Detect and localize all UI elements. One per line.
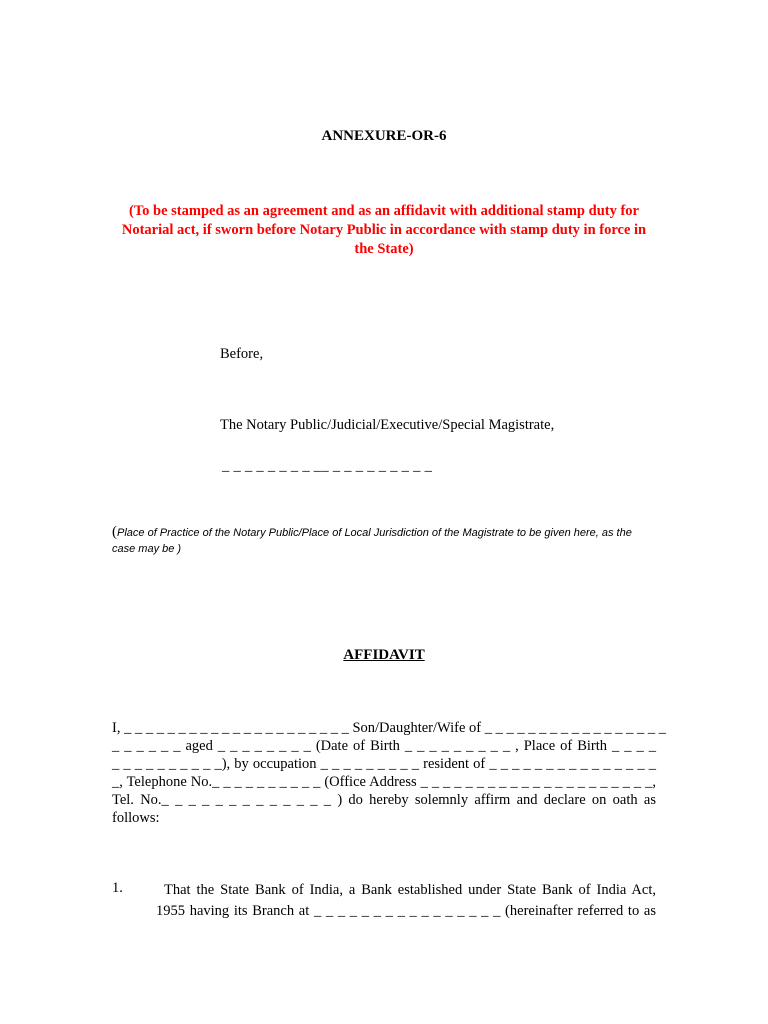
declaration-line: _ _ _ _ _ _ _ _ _ _), by occupation _ _ _ _ _ _ _ _ _ resident of _ _ _ _ _ _ _ _ _ _ _ _ _ _ _ bbox=[112, 756, 656, 772]
place-of-practice-note bbox=[112, 524, 652, 557]
notary-designation: The Notary Public/Judicial/Executive/Special Magistrate, bbox=[220, 417, 555, 433]
item-line: That the State Bank of India, a Bank established under State Bank of India Act, bbox=[164, 882, 656, 898]
affidavit-declaration bbox=[112, 719, 667, 827]
item-line: 1955 having its Branch at _ _ _ _ _ _ _ _ _ _ _ _ _ _ _ _ (hereinafter referred to as bbox=[156, 903, 656, 919]
annexure-title: ANNEXURE-OR-6 bbox=[321, 128, 447, 144]
declaration-line: _ _ _ _ _ _ aged _ _ _ _ _ _ _ _ (Date of Birth _ _ _ _ _ _ _ _ _ , Place of Birth _ _ _ _ bbox=[112, 738, 656, 754]
declaration-line: follows: bbox=[112, 810, 160, 826]
place-note-paren: ( bbox=[112, 524, 117, 540]
declaration-line: Tel. No._ _ _ _ _ _ _ _ _ _ _ _ _ ) do hereby solemnly affirm and declare on oath as bbox=[112, 792, 656, 808]
declaration-line: _, Telephone No._ _ _ _ _ _ _ _ _ _ (Office Address _ _ _ _ _ _ _ _ _ _ _ _ _ _ _ _ _ _ _ _ _, bbox=[112, 774, 656, 790]
place-note-text: Place of Practice of the Notary Public/Place of Local Jurisdiction of the Magistrate to be given here, as the case may be ) bbox=[112, 527, 632, 555]
stamp-duty-note: (To be stamped as an agreement and as an affidavit with additional stamp duty for Notarial act, if sworn before Notary Public in accordance with stamp duty in force in the State) bbox=[121, 203, 647, 257]
affidavit-heading: AFFIDAVIT bbox=[343, 647, 425, 663]
item-number: 1. bbox=[112, 880, 123, 896]
notary-blank-line: _ _ _ _ _ _ _ _ __ _ _ _ _ _ _ _ _ _ bbox=[222, 458, 433, 474]
declaration-line: I, _ _ _ _ _ _ _ _ _ _ _ _ _ _ _ _ _ _ _ _ _ Son/Daughter/Wife of _ _ _ _ _ _ _ _ _ _ _ _ _ _ _ _ _ bbox=[112, 720, 667, 736]
before-text: Before, bbox=[220, 346, 264, 362]
numbered-item bbox=[112, 880, 656, 922]
